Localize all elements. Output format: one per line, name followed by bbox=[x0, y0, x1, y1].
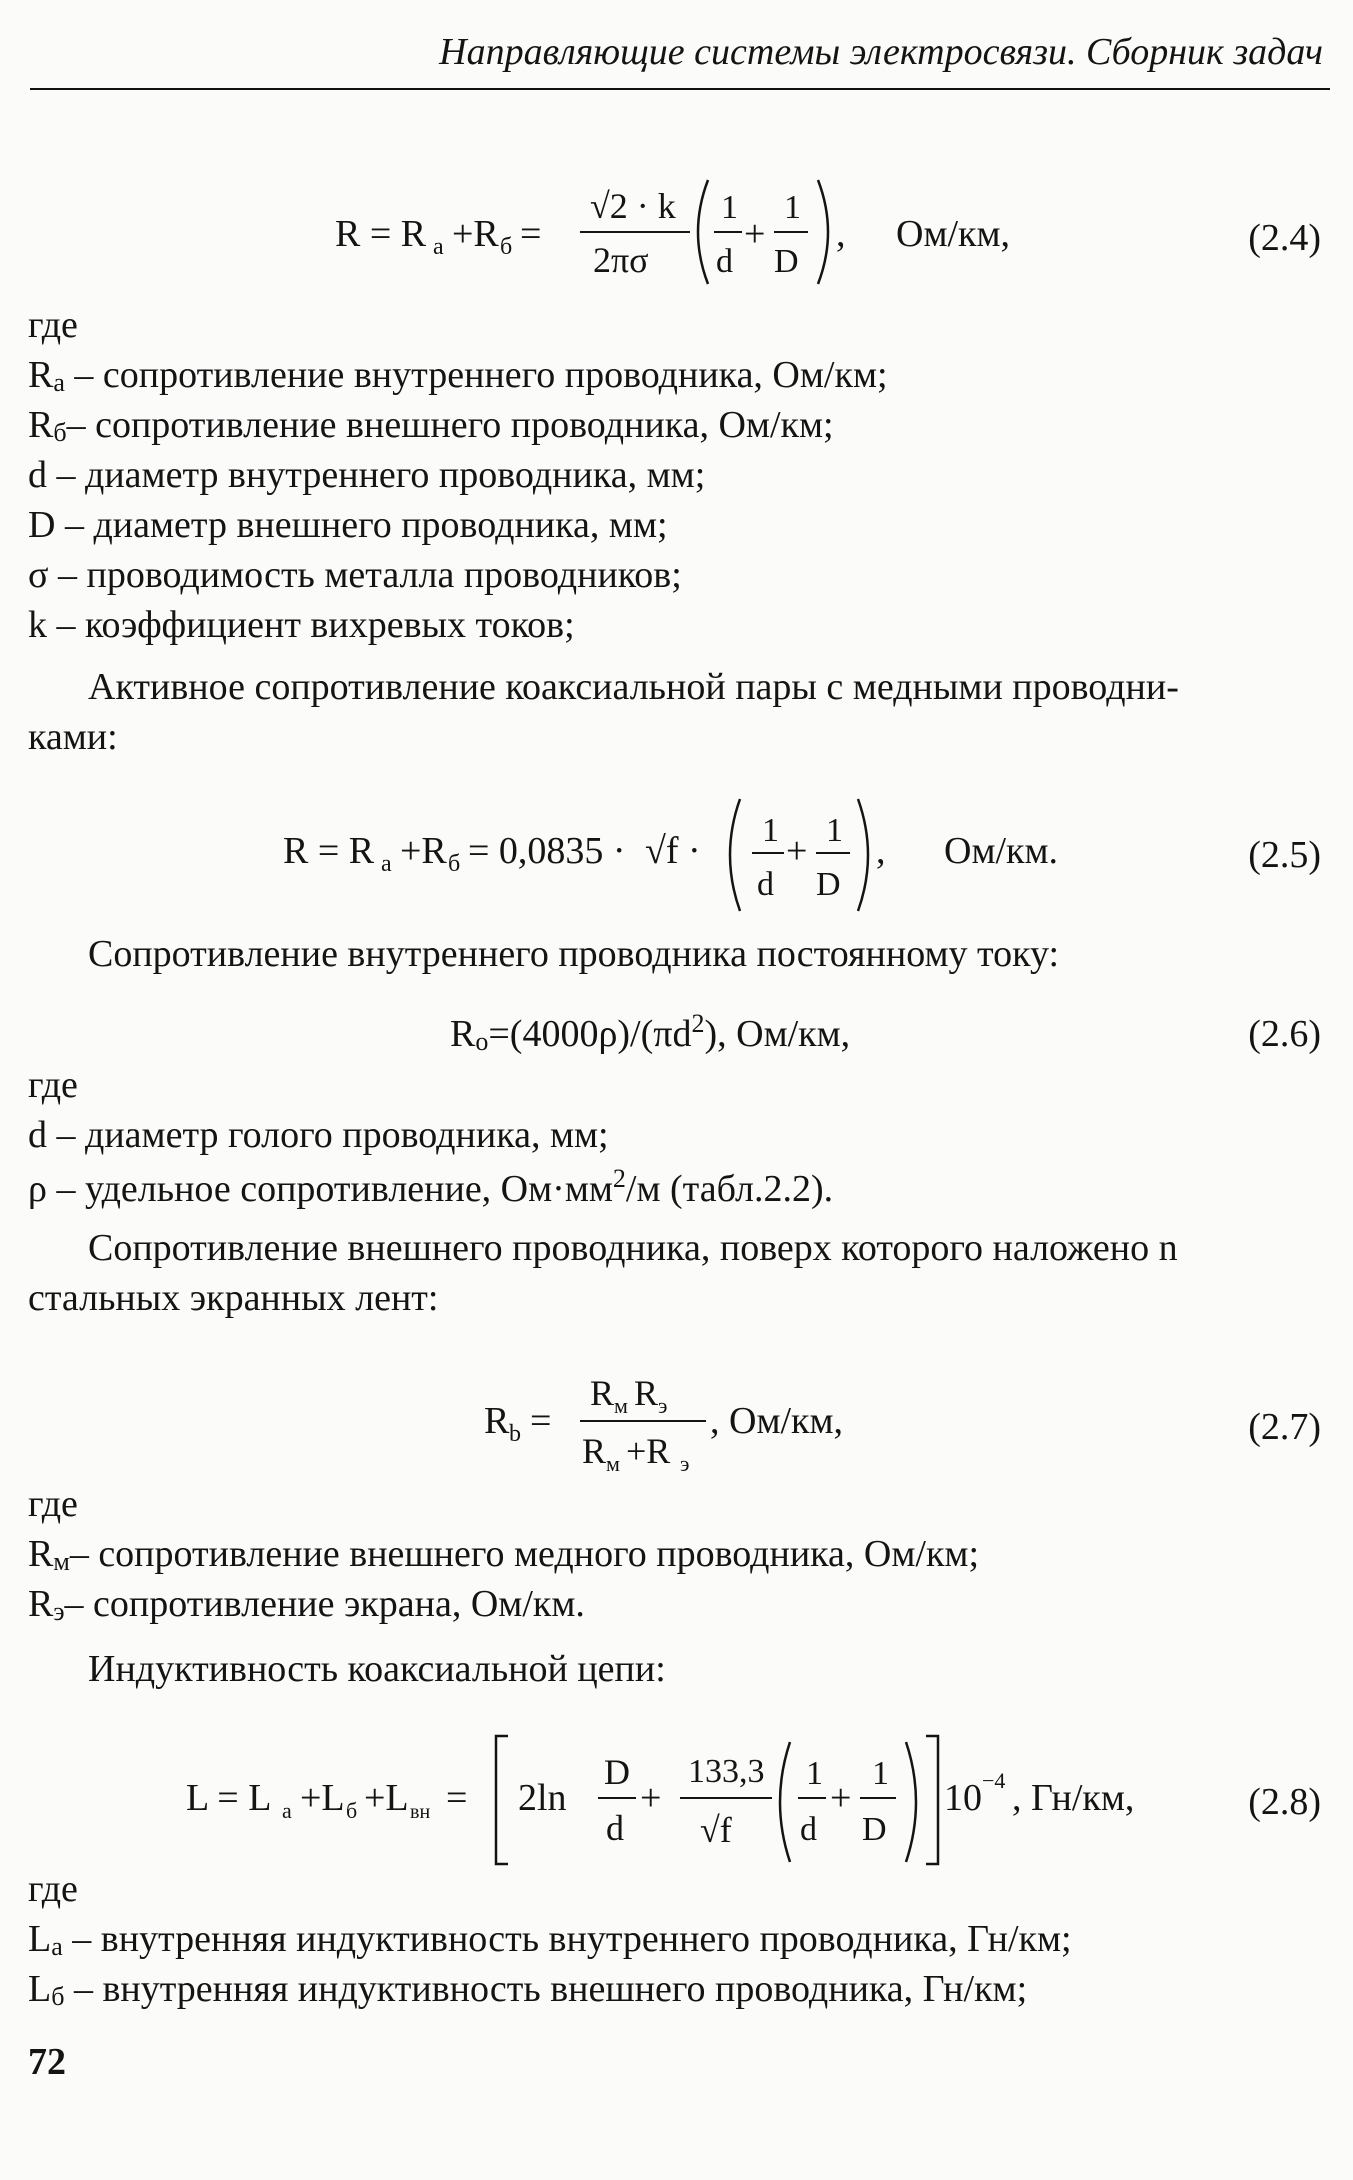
page-number: 72 bbox=[28, 2041, 66, 2083]
svg-text:L = L: L = L bbox=[186, 1777, 272, 1819]
def-la: Lа – внутренняя индуктивность внутреннего проводника, Гн/км; bbox=[28, 1918, 1072, 1961]
svg-text:вн: вн bbox=[410, 1801, 431, 1823]
formula-2-8-graphic bbox=[0, 1722, 1353, 1872]
def-rb: Rб– сопротивление внешнего проводника, Ом/км; bbox=[28, 404, 834, 447]
svg-text:d: d bbox=[606, 1808, 624, 1848]
svg-text:э: э bbox=[680, 1451, 690, 1476]
svg-text:+: + bbox=[786, 830, 808, 872]
svg-text:б: б bbox=[448, 851, 461, 877]
paragraph-dc-resistance: Сопротивление внутреннего проводника постоянному току: bbox=[88, 933, 1060, 975]
svg-text:а: а bbox=[433, 234, 444, 260]
formula-2-5-graphic bbox=[0, 785, 1353, 915]
svg-text:R = R: R = R bbox=[335, 213, 427, 255]
svg-text:√f ·: √f · bbox=[645, 830, 701, 872]
equation-number-2-4: (2.4) bbox=[1248, 217, 1321, 259]
svg-text:133,3: 133,3 bbox=[688, 1753, 765, 1790]
equation-number-2-5: (2.5) bbox=[1248, 834, 1321, 876]
svg-text:R = R: R = R bbox=[283, 830, 375, 872]
def-D: D – диаметр внешнего проводника, мм; bbox=[28, 504, 668, 546]
paragraph-active-resistance-line1: Активное сопротивление коаксиальной пары с медными проводни- bbox=[88, 666, 1179, 708]
svg-text:√f: √f bbox=[700, 1810, 732, 1850]
svg-text:R: R bbox=[484, 1400, 510, 1442]
svg-text:1: 1 bbox=[721, 189, 738, 226]
svg-text:б: б bbox=[346, 1798, 358, 1823]
where-label-2: где bbox=[28, 1064, 78, 1106]
svg-text:1: 1 bbox=[806, 1755, 823, 1792]
svg-text:d: d bbox=[800, 1811, 817, 1848]
svg-text:b: b bbox=[509, 1421, 521, 1447]
svg-text:1: 1 bbox=[762, 812, 779, 849]
svg-text:м: м bbox=[606, 1451, 620, 1476]
equation-number-2-8: (2.8) bbox=[1248, 1781, 1321, 1823]
formula-2-8 bbox=[0, 1722, 1353, 1850]
def-k: k – коэффициент вихревых токов; bbox=[28, 604, 575, 646]
def-sigma: σ – проводимость металла проводников; bbox=[28, 554, 682, 596]
def-d: d – диаметр внутреннего проводника, мм; bbox=[28, 454, 706, 496]
svg-text:+L: +L bbox=[300, 1777, 345, 1819]
svg-text:−4: −4 bbox=[982, 1768, 1006, 1793]
svg-text:=: = bbox=[520, 213, 542, 255]
svg-text:d: d bbox=[716, 243, 733, 280]
formula-2-5 bbox=[0, 785, 1353, 905]
svg-text:1: 1 bbox=[826, 812, 843, 849]
svg-text:, Ом/км,: , Ом/км, bbox=[710, 1400, 844, 1442]
where-label-1: где bbox=[28, 304, 78, 346]
def-ra: Rа – сопротивление внутреннего проводника, Ом/км; bbox=[28, 354, 888, 397]
svg-text:а: а bbox=[381, 851, 392, 877]
formula-2-4 bbox=[0, 168, 1353, 288]
paragraph-outer-conductor-line1: Сопротивление внешнего проводника, поверх которого наложено n bbox=[88, 1227, 1178, 1269]
svg-text:√2 · k: √2 · k bbox=[590, 186, 676, 226]
svg-text:б: б bbox=[500, 234, 513, 260]
where-label-3: где bbox=[28, 1483, 78, 1525]
def-d-bare: d – диаметр голого проводника, мм; bbox=[28, 1114, 609, 1156]
svg-text:+R: +R bbox=[626, 1431, 671, 1471]
def-rho: ρ – удельное сопротивление, $Ом\cdot мм^2/м$ (табл.2.2). bbox=[28, 1164, 834, 1210]
def-re: Rэ– сопротивление экрана, Ом/км. bbox=[28, 1583, 585, 1626]
svg-text:+: + bbox=[640, 1777, 662, 1819]
svg-text:,: , bbox=[876, 830, 886, 872]
svg-text:2ln: 2ln bbox=[518, 1777, 567, 1819]
svg-text:= 0,0835 ·: = 0,0835 · bbox=[468, 830, 626, 872]
header-rule bbox=[30, 88, 1330, 90]
paragraph-outer-conductor-line2: стальных экранных лент: bbox=[28, 1277, 439, 1319]
equation-number-2-6: (2.6) bbox=[1248, 1013, 1321, 1055]
svg-text:, Гн/км,: , Гн/км, bbox=[1012, 1777, 1135, 1819]
svg-text:D: D bbox=[774, 243, 799, 280]
svg-text:R: R bbox=[582, 1431, 607, 1471]
formula-2-7-graphic bbox=[0, 1355, 1353, 1485]
svg-text:+R: +R bbox=[400, 830, 447, 872]
formula-2-6: $Rо=(4000\rho)/(\pi d^2)$, Ом/км, bbox=[450, 1009, 851, 1056]
svg-text:R: R bbox=[634, 1373, 659, 1413]
svg-text:2πσ: 2πσ bbox=[593, 240, 649, 280]
svg-text:,: , bbox=[836, 213, 846, 255]
svg-text:а: а bbox=[282, 1798, 292, 1823]
paragraph-inductance: Индуктивность коаксиальной цепи: bbox=[88, 1648, 666, 1690]
svg-text:D: D bbox=[604, 1752, 630, 1792]
where-label-4: где bbox=[28, 1868, 78, 1910]
def-lb: Lб – внутренняя индуктивность внешнего проводника, Гн/км; bbox=[28, 1968, 1028, 2011]
svg-text:Ом/км.: Ом/км. bbox=[944, 830, 1059, 872]
paragraph-active-resistance-line2: ками: bbox=[28, 716, 118, 758]
svg-text:10: 10 bbox=[944, 1777, 982, 1819]
formula-2-4-graphic bbox=[0, 168, 1353, 298]
svg-text:R: R bbox=[590, 1373, 615, 1413]
svg-text:э: э bbox=[658, 1393, 668, 1418]
svg-text:D: D bbox=[816, 866, 841, 903]
equation-number-2-7: (2.7) bbox=[1248, 1406, 1321, 1448]
svg-text:D: D bbox=[862, 1811, 887, 1848]
svg-text:м: м bbox=[614, 1393, 628, 1418]
svg-text:+R: +R bbox=[452, 213, 499, 255]
running-head: Направляющие системы электросвязи. Сборник задач bbox=[439, 31, 1323, 73]
svg-text:d: d bbox=[757, 866, 774, 903]
svg-text:1: 1 bbox=[872, 1755, 889, 1792]
svg-text:+: + bbox=[744, 213, 766, 255]
svg-text:+: + bbox=[830, 1777, 852, 1819]
svg-text:=: = bbox=[530, 1400, 552, 1442]
svg-text:Ом/км,: Ом/км, bbox=[896, 213, 1011, 255]
formula-2-7 bbox=[0, 1355, 1353, 1475]
svg-text:1: 1 bbox=[784, 189, 801, 226]
svg-text:=: = bbox=[446, 1777, 468, 1819]
def-rm: Rм– сопротивление внешнего медного проводника, Ом/км; bbox=[28, 1533, 980, 1576]
svg-text:+L: +L bbox=[364, 1777, 409, 1819]
